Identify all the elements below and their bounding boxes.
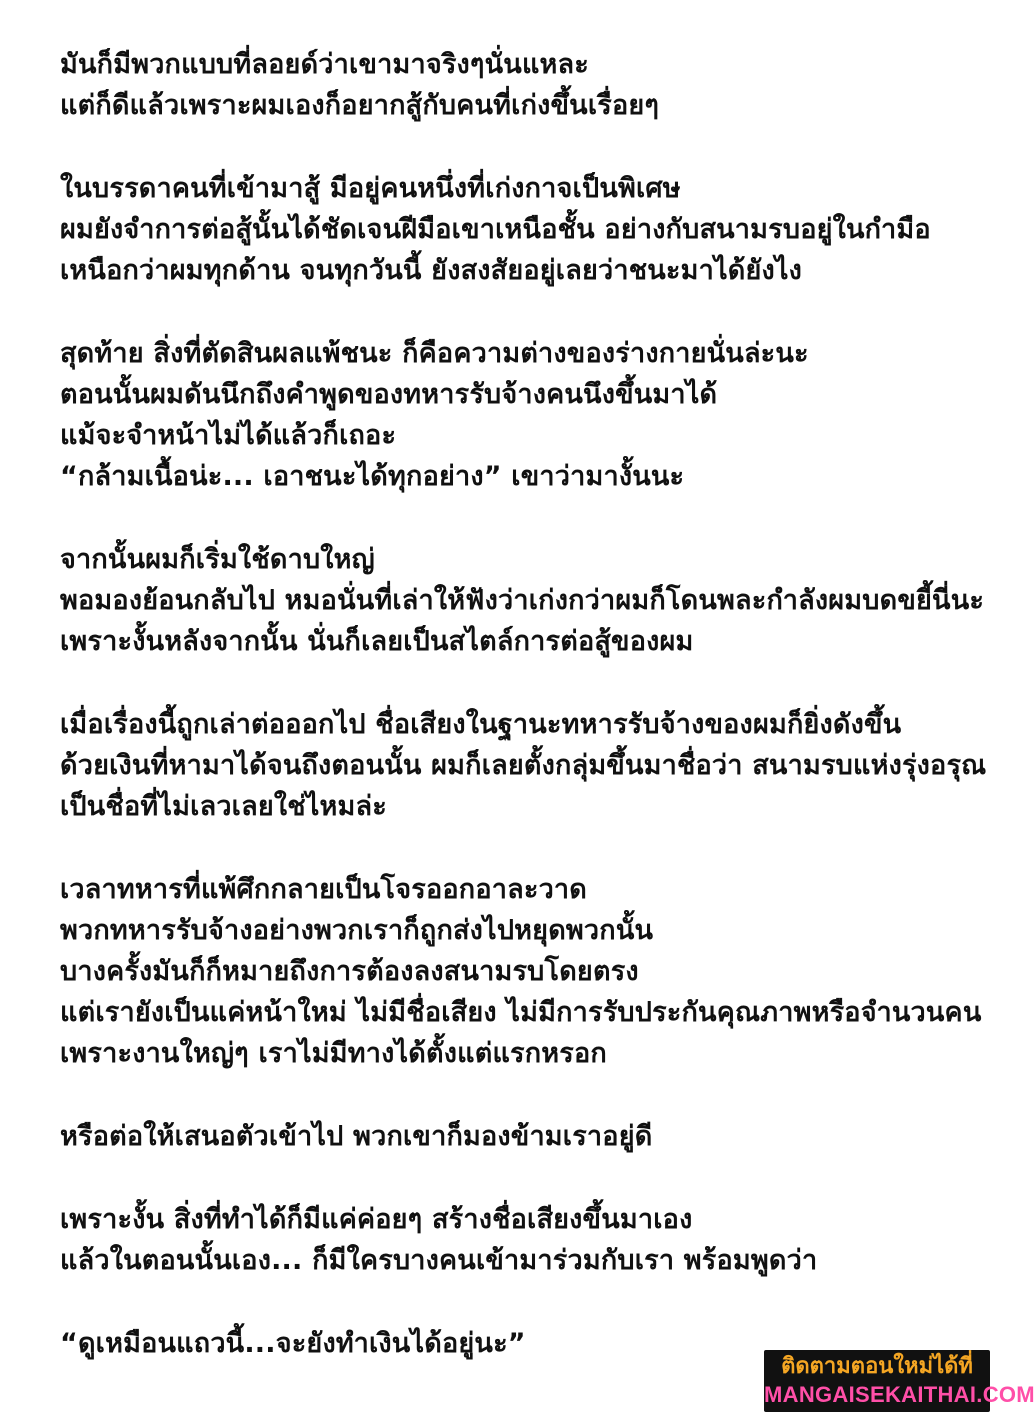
text-line: แม้จะจำหน้าไม่ได้แล้วก็เถอะ — [60, 420, 397, 451]
text-line: ผมยังจำการต่อสู้นั้นได้ชัดเจนฝีมือเขาเหนือชั้น อย่างกับสนามรบอยู่ในกำมือ — [60, 214, 931, 245]
text-line: หรือต่อให้เสนอตัวเข้าไป พวกเขาก็มองข้ามเราอยู่ดี — [60, 1121, 653, 1152]
paragraph — [60, 539, 990, 662]
text-line: “ดูเหมือนแถวนี้...จะยังทำเงินได้อยู่นะ” — [60, 1328, 526, 1359]
text-line: เพราะงานใหญ่ๆ เราไม่มีทางได้ตั้งแต่แรกหรอก — [60, 1038, 607, 1069]
text-line: เพราะงั้น สิ่งที่ทำได้ก็มีแค่ค่อยๆ สร้างชื่อเสียงขึ้นมาเอง — [60, 1204, 693, 1235]
text-line: พวกทหารรับจ้างอย่างพวกเราก็ถูกส่งไปหยุดพวกนั้น — [60, 915, 654, 946]
text-line: ตอนนั้นผมดันนึกถึงคำพูดของทหารรับจ้างคนนึงขึ้นมาได้ — [60, 379, 718, 410]
paragraph — [60, 168, 990, 291]
paragraph — [60, 333, 990, 497]
text-line: เมื่อเรื่องนี้ถูกเล่าต่อออกไป ชื่อเสียงในฐานะทหารรับจ้างของผมก็ยิ่งดังขึ้น — [60, 709, 902, 740]
text-line: แต่ก็ดีแล้วเพราะผมเองก็อยากสู้กับคนที่เก่งขึ้นเรื่อยๆ — [60, 90, 660, 121]
text-line: ด้วยเงินที่หามาได้จนถึงตอนนั้น ผมก็เลยตั้งกลุ่มขึ้นมาชื่อว่า สนามรบแห่งรุ่งอรุณ — [60, 750, 987, 781]
text-line: เวลาทหารที่แพ้ศึกกลายเป็นโจรออกอาละวาด — [60, 874, 588, 905]
paragraph — [60, 1116, 990, 1157]
watermark-top-text: ติดตามตอนใหม่ได้ที่ — [781, 1354, 973, 1379]
paragraph — [60, 44, 990, 126]
text-line: “กล้ามเนื้อน่ะ... เอาชนะได้ทุกอย่าง” เขาว่ามางั้นนะ — [60, 461, 685, 492]
story-text — [60, 44, 1035, 1407]
text-line: เป็นชื่อที่ไม่เลวเลยใช่ไหมล่ะ — [60, 791, 388, 822]
text-line: แต่เรายังเป็นแค่หน้าใหม่ ไม่มีชื่อเสียง ไม่มีการรับประกันคุณภาพหรือจำนวนคน — [60, 997, 982, 1028]
watermark-site-text: MANGAISEKAITHAI.COM — [764, 1382, 1035, 1407]
paragraph — [60, 704, 990, 827]
text-line: สุดท้าย สิ่งที่ตัดสินผลแพ้ชนะ ก็คือความต่างของร่างกายนั่นล่ะนะ — [60, 338, 809, 369]
text-line: แล้วในตอนนั้นเอง... ก็มีใครบางคนเข้ามาร่วมกับเรา พร้อมพูดว่า — [60, 1245, 818, 1276]
text-line: เพราะงั้นหลังจากนั้น นั่นก็เลยเป็นสไตล์การต่อสู้ของผม — [60, 626, 694, 657]
text-line: จากนั้นผมก็เริ่มใช้ดาบใหญ่ — [60, 544, 375, 575]
text-line: บางครั้งมันก็ก็หมายถึงการต้องลงสนามรบโดยตรง — [60, 956, 639, 987]
text-line: มันก็มีพวกแบบที่ลอยด์ว่าเขามาจริงๆนั่นแหละ — [60, 49, 589, 80]
paragraph — [60, 869, 990, 1074]
text-line: ในบรรดาคนที่เข้ามาสู้ มีอยู่คนหนึ่งที่เก่งกาจเป็นพิเศษ — [60, 173, 681, 204]
text-line: พอมองย้อนกลับไป หมอนั่นที่เล่าให้ฟังว่าเก่งกว่าผมก็โดนพละกำลังผมบดขยี้นี่นะ — [60, 585, 985, 616]
paragraph — [60, 1199, 990, 1281]
site-watermark-badge — [764, 1350, 1035, 1412]
text-line: เหนือกว่าผมทุกด้าน จนทุกวันนี้ ยังสงสัยอยู่เลยว่าชนะมาได้ยังไง — [60, 255, 803, 286]
